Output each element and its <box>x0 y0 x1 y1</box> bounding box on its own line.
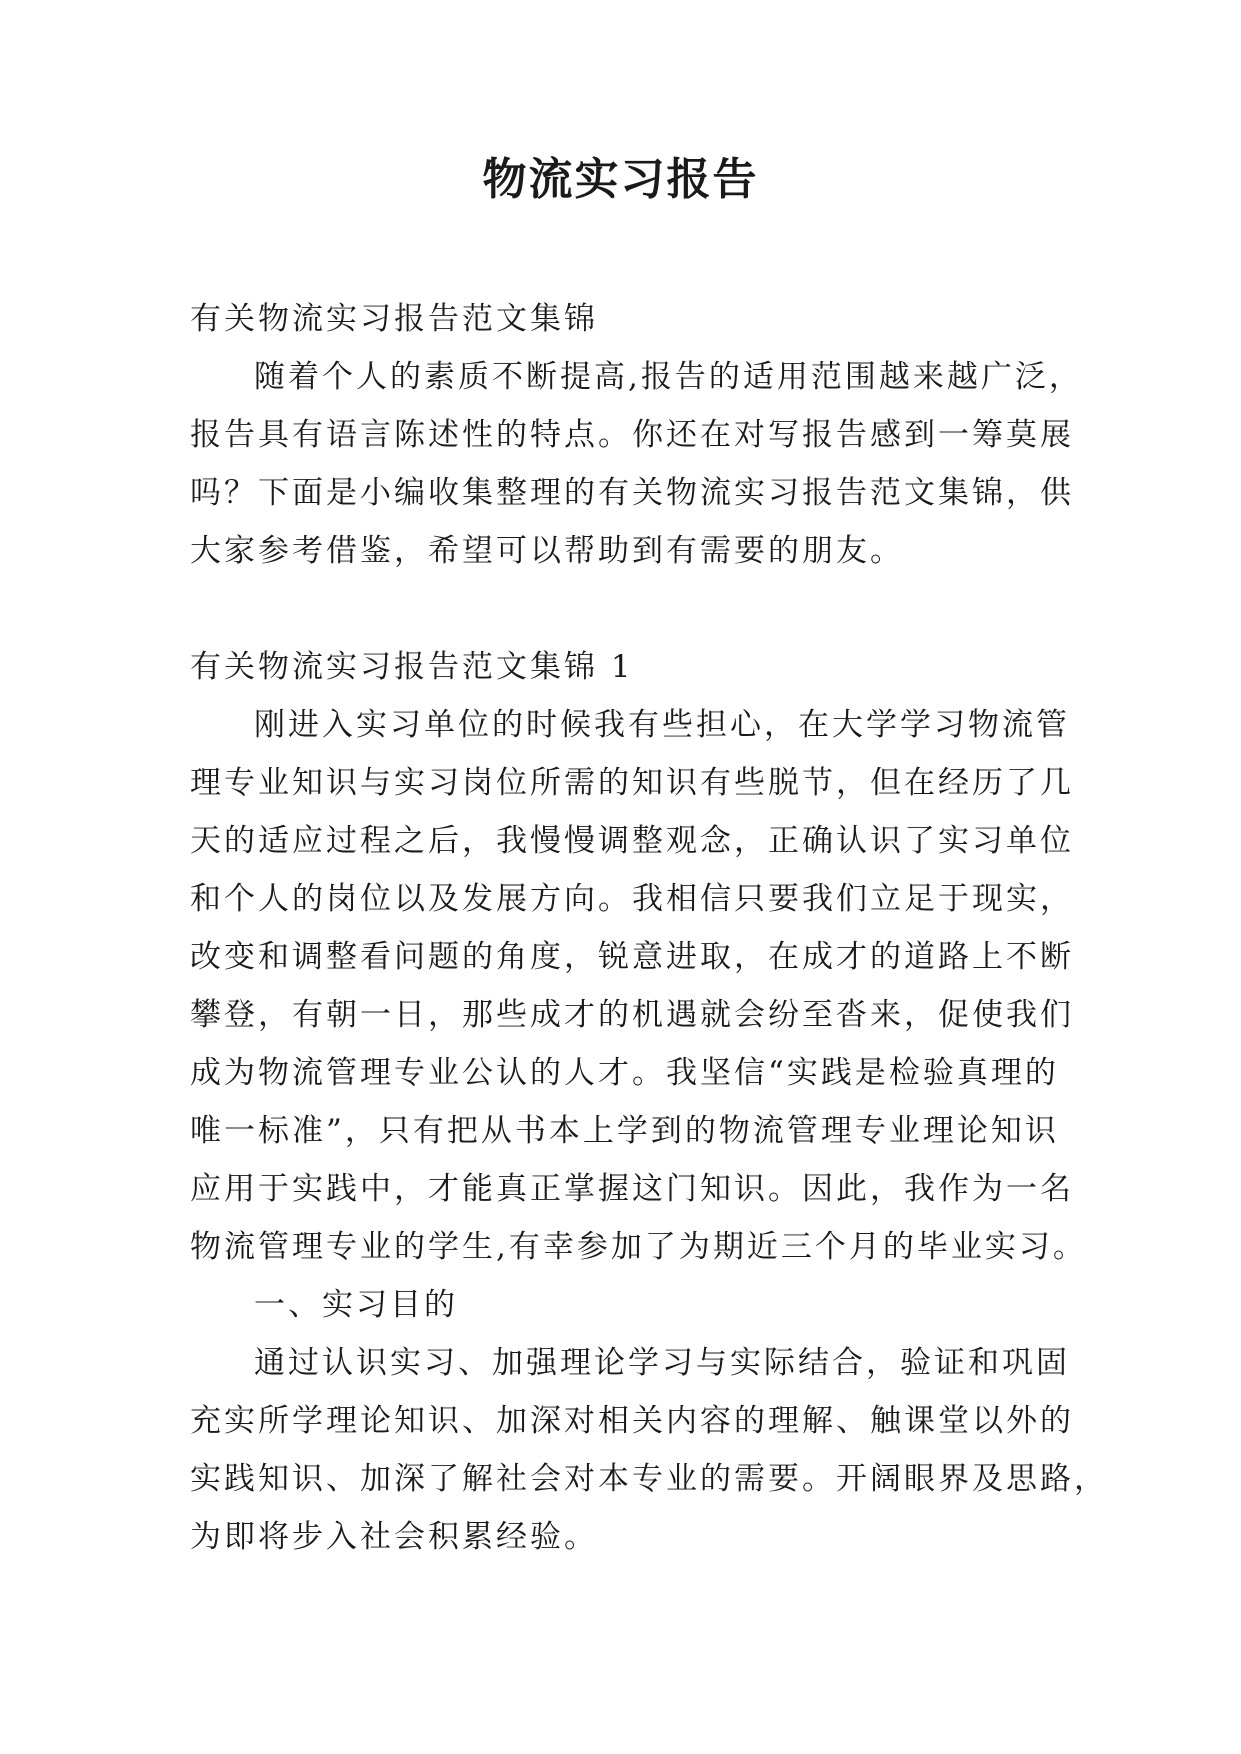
purpose-line: 为即将步入社会积累经验。 <box>190 1519 598 1555</box>
intro-line: 随着个人的素质不断提高,报告的适用范围越来越广泛， <box>254 359 1083 395</box>
purpose-line: 充实所学理论知识、加深对相关内容的理解、触课堂以外的 <box>190 1403 1074 1439</box>
subtitle: 有关物流实习报告范文集锦 <box>190 301 598 337</box>
body-line: 理专业知识与实习岗位所需的知识有些脱节，但在经历了几 <box>190 765 1074 801</box>
section-heading: 有关物流实习报告范文集锦 1 <box>190 649 634 685</box>
body-line: 成为物流管理专业公认的人才。我坚信“实践是检验真理的 <box>190 1055 1059 1091</box>
document-body <box>190 290 1108 1566</box>
body-line: 物流管理专业的学生,有幸参加了为期近三个月的毕业实习。 <box>190 1229 1087 1265</box>
purpose-line: 通过认识实习、加强理论学习与实际结合，验证和巩固 <box>254 1345 1070 1381</box>
document-title: 物流实习报告 <box>482 154 759 205</box>
intro-line: 吗？下面是小编收集整理的有关物流实习报告范文集锦，供 <box>190 475 1074 511</box>
subheading: 一、实习目的 <box>254 1287 458 1323</box>
paragraph-gap <box>190 580 1060 638</box>
body-line: 天的适应过程之后，我慢慢调整观念，正确认识了实习单位 <box>190 823 1074 859</box>
body-line: 和个人的岗位以及发展方向。我相信只要我们立足于现实， <box>190 881 1074 917</box>
intro-line: 大家参考借鉴，希望可以帮助到有需要的朋友。 <box>190 533 904 569</box>
body-line: 唯一标准”，只有把从书本上学到的物流管理专业理论知识 <box>190 1113 1059 1149</box>
body-line: 刚进入实习单位的时候我有些担心，在大学学习物流管 <box>254 707 1070 743</box>
body-line: 攀登，有朝一日，那些成才的机遇就会纷至沓来，促使我们 <box>190 997 1074 1033</box>
intro-line: 报告具有语言陈述性的特点。你还在对写报告感到一筹莫展 <box>190 417 1074 453</box>
body-line: 改变和调整看问题的角度，锐意进取，在成才的道路上不断 <box>190 939 1074 975</box>
body-line: 应用于实践中，才能真正掌握这门知识。因此，我作为一名 <box>190 1171 1074 1207</box>
purpose-line: 实践知识、加深了解社会对本专业的需要。开阔眼界及思路， <box>190 1461 1108 1497</box>
